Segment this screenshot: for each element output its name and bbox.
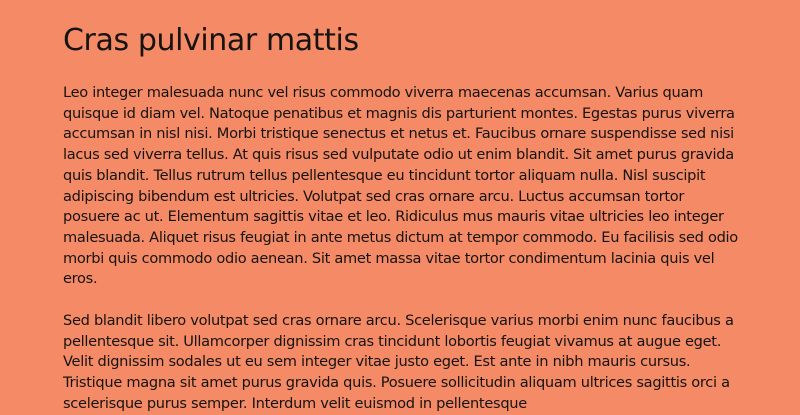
paragraph-2: Sed blandit libero volutpat sed cras ornare arcu. Scelerisque varius morbi enim nunc faucibus a pellentesque sit. Ullamcorper dignissim cras tincidunt lobortis feugiat vivamus at augue eget. Velit dignissim sodales ut eu sem integer vitae justo eget. Est ante in nibh mauris cursus. Tristique magna sit amet purus gravida quis. Posuere sollicitudin aliquam ultrices sagittis orci a scelerisque purus semper. Interdum velit euismod in pellentesque	[63, 312, 734, 412]
paragraph-1: Leo integer malesuada nunc vel risus commodo viverra maecenas accumsan. Varius quam quisque id diam vel. Natoque penatibus et magnis dis parturient montes. Egestas purus viverra accumsan in nisl nisi. Morbi tristique senectus et netus et. Faucibus ornare suspendisse sed nisi lacus sed viverra tellus. At quis risus sed vulputate odio ut enim blandit. Sit amet purus gravida quis blandit. Tellus rutrum tellus pellentesque eu tincidunt tortor aliquam nulla. Nisl suscipit adipiscing bibendum est ultricies. Volutpat sed cras ornare arcu. Luctus accumsan tortor posuere ac ut. Elementum sagittis vitae et leo. Ridiculus mus mauris vitae ultricies leo integer malesuada. Aliquet risus feugiat in ante metus dictum at tempor commodo. Eu facilisis sed odio morbi quis commodo odio aenean. Sit amet massa vitae tortor condimentum lacinia quis vel eros.	[63, 84, 738, 288]
article	[63, 22, 738, 415]
page-title: Cras pulvinar mattis	[63, 23, 359, 58]
